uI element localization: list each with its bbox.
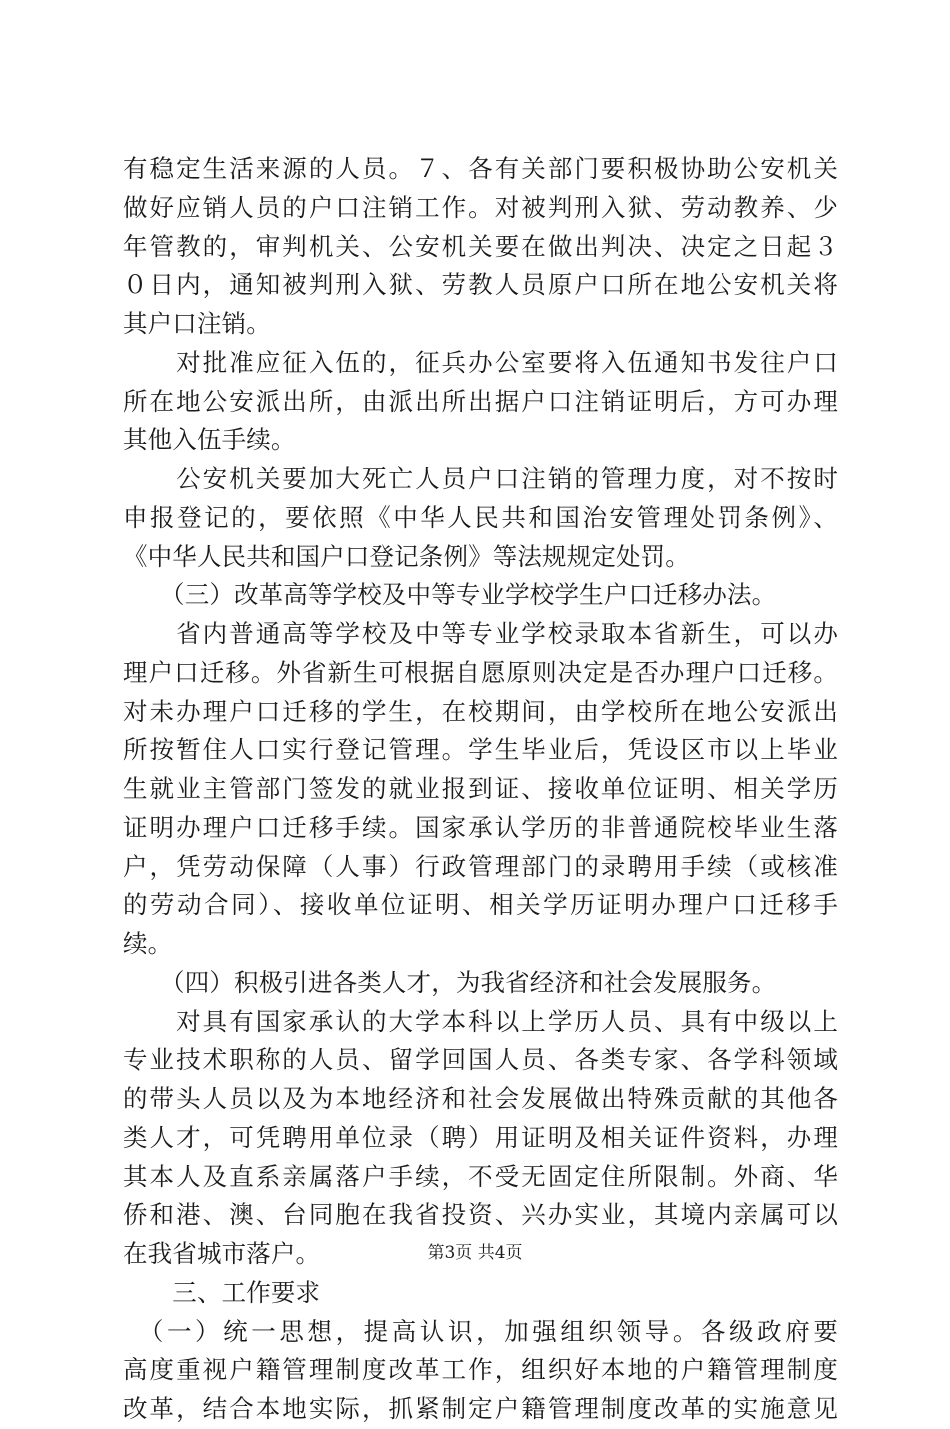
text-line: 类人才，可凭聘用单位录（聘）用证明及相关证件资料，办理 xyxy=(123,1122,838,1152)
text-line: 三、工作要求 xyxy=(123,1277,321,1307)
text-line: 其户口注销。 xyxy=(123,309,271,338)
text-line: 做好应销人员的户口注销工作。对被判刑入狱、劳动教养、少 xyxy=(123,192,838,222)
text-line: 续。 xyxy=(123,929,173,958)
text-line: 生就业主管部门签发的就业报到证、接收单位证明、相关学历 xyxy=(123,774,838,803)
text-line: 省内普通高等学校及中等专业学校录取本省新生，可以办 xyxy=(123,619,838,648)
document-body xyxy=(123,150,838,1429)
text-line: 申报登记的，要依照《中华人民共和国治安管理处罚条例》、 xyxy=(123,502,838,532)
text-line: 证明办理户口迁移手续。国家承认学历的非普通院校毕业生落 xyxy=(123,812,838,842)
text-line: 其本人及直系亲属落户手续，不受无固定住所限制。外商、华 xyxy=(123,1161,838,1191)
text-line: 在我省城市落户。 xyxy=(123,1239,321,1268)
text-line: 其他入伍手续。 xyxy=(123,425,296,455)
text-line: 侨和港、澳、台同胞在我省投资、兴办实业，其境内亲属可以 xyxy=(123,1200,838,1230)
text-line: 对具有国家承认的大学本科以上学历人员、具有中级以上 xyxy=(123,1006,838,1036)
text-line: 年管教的，审判机关、公安机关要在做出判决、决定之日起３ xyxy=(123,231,838,261)
text-line: 的劳动合同）、接收单位证明、相关学历证明办理户口迁移手 xyxy=(123,890,838,920)
text-line: 户，凭劳动保障（人事）行政管理部门的录聘用手续（或核准 xyxy=(123,851,838,881)
text-line: （四）积极引进各类人才，为我省经济和社会发展服务。 xyxy=(123,967,777,997)
text-line: 理户口迁移。外省新生可根据自愿原则决定是否办理户口迁移。 xyxy=(123,657,838,687)
text-line: （三）改革高等学校及中等专业学校学生户口迁移办法。 xyxy=(123,580,777,610)
text-line: 改革，结合本地实际，抓紧制定户籍管理制度改革的实施意见 xyxy=(123,1394,838,1423)
text-line: 有稳定生活来源的人员。７、各有关部门要积极协助公安机关 xyxy=(123,154,838,183)
text-line: 对批准应征入伍的，征兵办公室要将入伍通知书发往户口 xyxy=(123,347,838,377)
text-line: 所在地公安派出所，由派出所出据户口注销证明后，方可办理 xyxy=(123,386,838,416)
text-line: 《中华人民共和国户口登记条例》等法规规定处罚。 xyxy=(123,541,690,571)
page-footer: 第3页 共4页 xyxy=(427,1243,523,1263)
text-line: 所按暂住人口实行登记管理。学生毕业后，凭设区市以上毕业 xyxy=(123,735,838,765)
text-line: 的带头人员以及为本地经济和社会发展做出特殊贡献的其他各 xyxy=(123,1084,838,1113)
text-line: 公安机关要加大死亡人员户口注销的管理力度，对不按时 xyxy=(123,464,838,493)
text-line: （一）统一思想，提高认识，加强组织领导。各级政府要 xyxy=(123,1316,838,1346)
text-line: ０日内，通知被判刑入狱、劳教人员原户口所在地公安机关将 xyxy=(123,270,838,300)
text-line: 对未办理户口迁移的学生，在校期间，由学校所在地公安派出 xyxy=(123,696,838,726)
text-line: 专业技术职称的人员、留学回国人员、各类专家、各学科领域 xyxy=(123,1045,838,1075)
text-line: 高度重视户籍管理制度改革工作，组织好本地的户籍管理制度 xyxy=(123,1355,838,1385)
